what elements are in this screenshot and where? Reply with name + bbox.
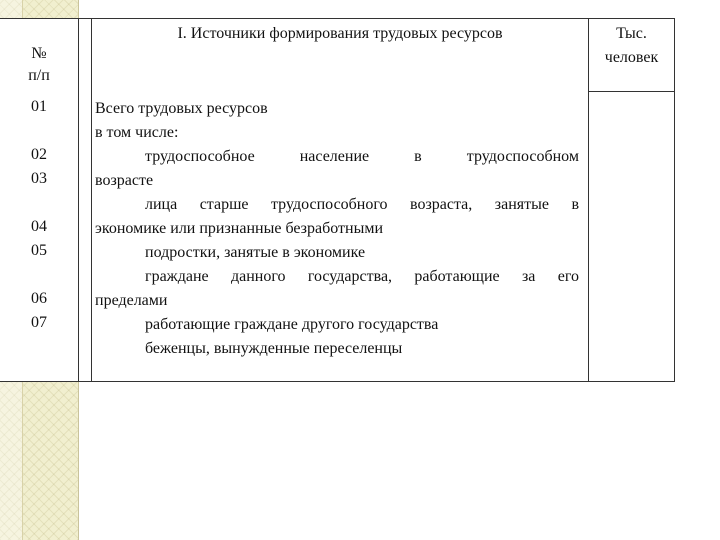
content-line: экономике или признанные безработными <box>95 220 384 237</box>
content-line: возрасте <box>95 172 154 189</box>
content-line: беженцы, вынужденные переселенцы <box>145 340 403 357</box>
column-divider <box>588 19 589 381</box>
content-line: граждане данного государства, работающие за его <box>145 268 579 285</box>
number-sign: № <box>31 45 47 62</box>
unit-header-divider <box>588 91 674 92</box>
labor-resources-table <box>0 18 675 382</box>
content-line: трудоспособное население в трудоспособном <box>145 148 579 165</box>
column-divider <box>78 19 79 381</box>
row-number-column <box>0 95 78 375</box>
row-number: 02 <box>31 146 47 163</box>
row-number: 01 <box>31 98 47 115</box>
content-line: работающие граждане другого государства <box>145 316 439 333</box>
row-number: 03 <box>31 170 47 187</box>
content-line: лица старше трудоспособного возраста, занятые в <box>145 196 579 213</box>
number-abbrev: п/п <box>28 67 50 84</box>
number-header <box>0 43 78 87</box>
sources-list <box>95 97 579 361</box>
content-line: в том числе: <box>95 124 179 141</box>
row-number: 07 <box>31 314 47 331</box>
row-number: 05 <box>31 242 47 259</box>
content-line: подростки, занятые в экономике <box>145 244 366 261</box>
unit-line: Тыс. <box>616 25 647 42</box>
column-divider <box>91 19 92 381</box>
table-title: I. Источники формирования трудовых ресурсов <box>177 25 503 42</box>
unit-header <box>589 22 674 70</box>
unit-line: человек <box>604 49 659 66</box>
content-line: Всего трудовых ресурсов <box>95 100 268 117</box>
content-line: пределами <box>95 292 168 309</box>
row-number: 06 <box>31 290 47 307</box>
row-number: 04 <box>31 218 47 235</box>
